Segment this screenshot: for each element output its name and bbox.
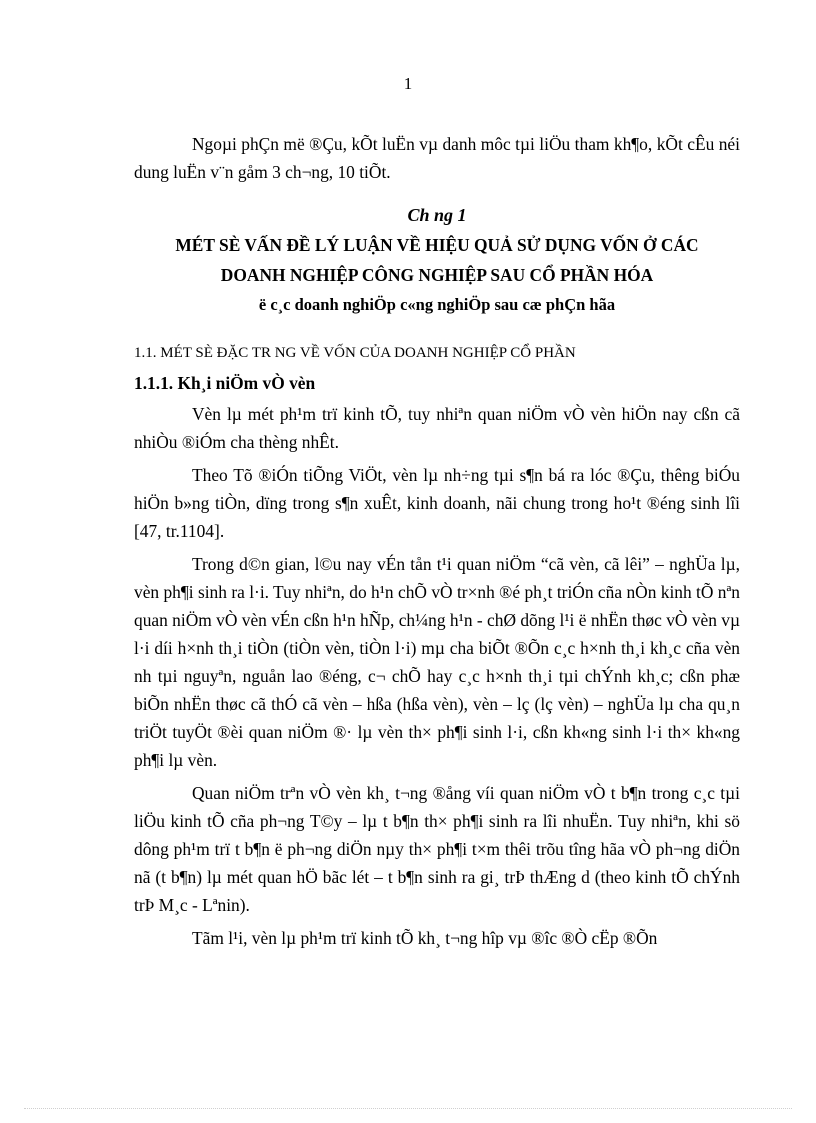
chapter-title-line-1: MÉT SÈ VẤN ĐỀ LÝ LUẬN VỀ HIỆU QUẢ SỬ DỤNG VỐN Ở CÁC <box>175 235 699 255</box>
chapter-subtitle: ë c¸c doanh nghiÖp c«ng nghiÖp sau cæ phÇn hãa <box>258 295 616 314</box>
section-heading: 1.1. MÉT SÈ ĐẶC TR NG VỀ VỐN CỦA DOANH NGHIỆP CỔ PHẦN <box>134 345 576 361</box>
body-paragraph-3: Trong d©n gian, l©u nay vÉn tån t¹i quan niÖm “cã vèn, cã lêi” – nghÜa lµ, vèn ph¶i sinh ra l·i. Tuy nhiªn, do h¹n chÕ vÒ tr×nh ®é ph¸t triÓn cña nÒn kinh tÕ nªn quan niÖm vÒ vèn vÉn cßn h¹n hÑp, ch¼ng h¹n - chØ dõng l¹i ë nhËn thøc vÒ vèn vµ l·i díi h×nh th¸i tiÒn (tiÒn vèn, tiÒn l·i) mµ cha biÕt ®Õn c¸c h×nh th¸i kh¸c cña vèn nh tµi nguyªn, nguån lao ®éng, c¬ chÕ hay c¸c h×nh th¸i tµi chÝnh kh¸c; cßn phæ biÕn nhËn thøc cã thÓ cã vèn – hßa (hßa vèn), vèn – lç (lç vèn) – nghÜa lµ cha qu¸n triÖt tuyÖt ®èi quan niÖm ®· lµ vèn th× ph¶i sinh l·i, cßn kh«ng sinh l·i th× kh«ng ph¶i lµ vèn. <box>134 554 740 770</box>
body-paragraph-4: Quan niÖm trªn vÒ vèn kh¸ t¬ng ®ång víi quan niÖm vÒ t b¶n trong c¸c tµi liÖu kinh tÕ cña ph¬ng T©y – lµ t b¶n th× ph¶i sinh ra lîi nhuËn. Tuy nhiªn, khi sö dông ph¹m trï t b¶n ë ph¬ng diÖn nµy th× ph¶i t×m thêi trõu tîng hãa vÒ ph¬ng diÖn nã (t b¶n) lµ mét quan hÖ bãc lét – t b¶n sinh ra gi¸ trÞ thÆng d (theo kinh tÕ chÝnh trÞ M¸c - Lªnin). <box>134 783 740 915</box>
chapter-title-line-2: DOANH NGHIỆP CÔNG NGHIỆP SAU CỔ PHẦN HÓA <box>220 265 654 285</box>
subsection-heading: 1.1.1. Kh¸i niÖm vÒ vèn <box>134 373 316 393</box>
body-paragraph-2: Theo Tõ ®iÓn tiÕng ViÖt, vèn lµ nh÷ng tµi s¶n bá ra lóc ®Çu, thêng biÓu hiÖn b»ng tiÒn, dïng trong s¶n xuÊt, kinh doanh, nãi chung trong ho¹t ®éng sinh lîi [47, tr.1104]. <box>134 465 740 541</box>
intro-paragraph: Ngoµi phÇn më ®Çu, kÕt luËn vµ danh môc tµi liÖu tham kh¶o, kÕt cÊu néi dung luËn v¨n gåm 3 ch¬ng, 10 tiÕt. <box>134 134 740 182</box>
chapter-label: Ch ng 1 <box>407 205 467 225</box>
page-content <box>134 130 740 952</box>
body-paragraph-5: Tãm l¹i, vèn lµ ph¹m trï kinh tÕ kh¸ t¬ng hîp vµ ®îc ®Ò cËp ®Õn <box>192 928 658 948</box>
body-paragraph-1: Vèn lµ mét ph¹m trï kinh tÕ, tuy nhiªn quan niÖm vÒ vèn hiÖn nay cßn cã nhiÒu ®iÓm cha thèng nhÊt. <box>134 404 740 452</box>
page-bottom-divider <box>24 1108 792 1109</box>
page-number: 1 <box>403 74 413 93</box>
